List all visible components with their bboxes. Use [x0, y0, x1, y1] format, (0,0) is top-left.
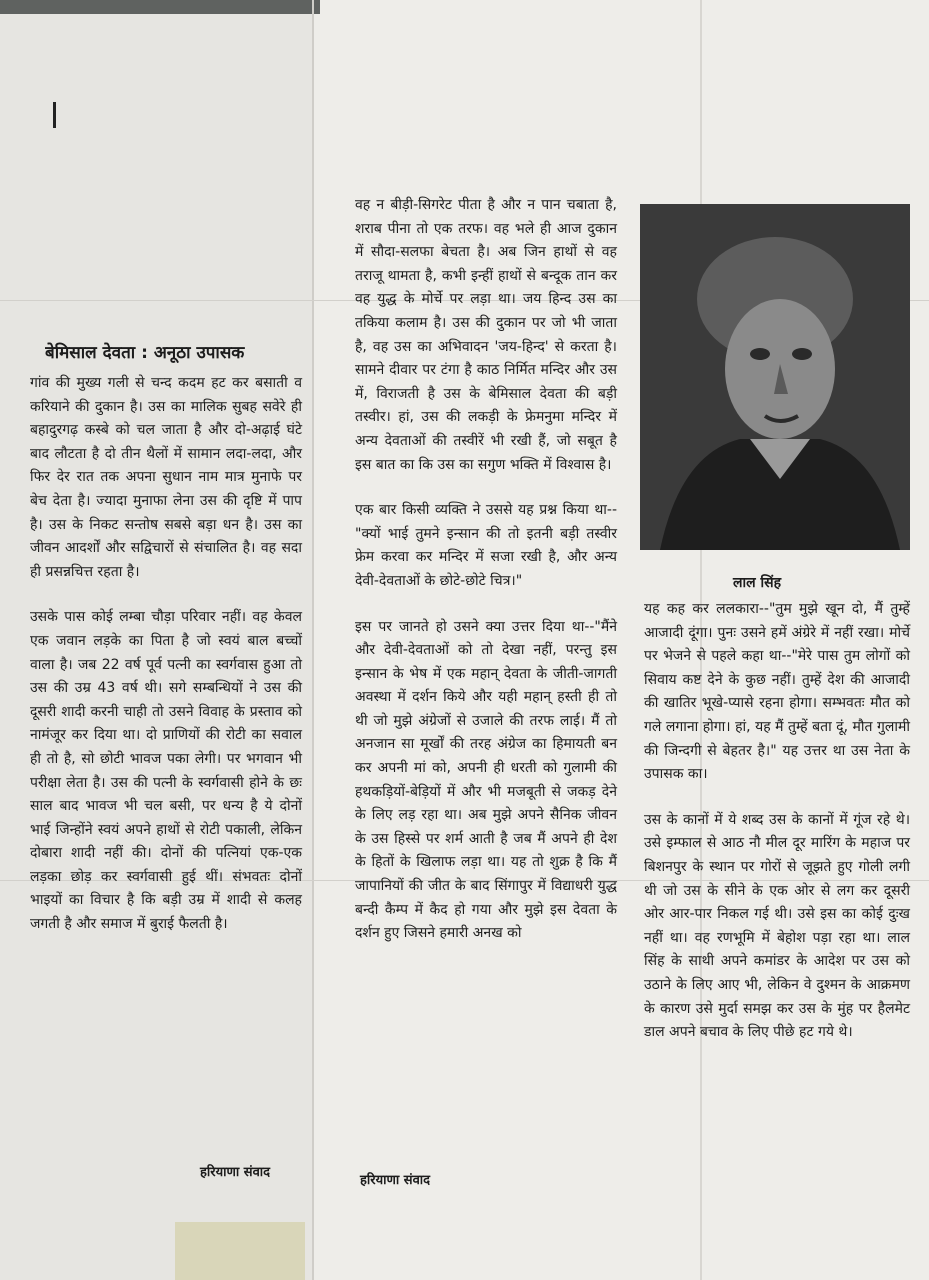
page-fold	[312, 0, 314, 1280]
paragraph: उस के कानों में ये शब्द उस के कानों में गूंज रहे थे। उसे इम्फाल से आठ नौ मील दूर मारिंग के महाज पर बिशनपुर के स्थान पर गोरों से जूझते हुए गोली लगी थी जो उस के सीने के एक ओर से लग कर दूसरी ओर आर-पार निकल गई थी। उसे इस का कोई दुःख नहीं था। वह रणभूमि में बेहोश पड़ा रहा था। लाल सिंह के साथी अपने कमांडर के आदेश पर उस को उठाने के लिए आए भी, लेकिन वे दुश्मन के आक्रमण के कारण उसे मुर्दा समझ कर उस के मुंह पर हैलमेट डाल अपने बचाव के लिए पीछे हट गये थे।	[644, 811, 910, 1041]
byline: हरियाणा संवाद	[200, 1165, 271, 1180]
paragraph: यह कह कर ललकारा--"तुम मुझे खून दो, मैं तुम्हें आजादी दूंगा। पुनः उसने हमें अंग्रेरे में नहीं रखा। मोर्चे पर भेजने से पहले कहा था--"मेरे पास तुम लोगों को सिवाय कष्ट देने के कुछ नहीं। तुम्हें देश की आजादी की खातिर भूखे-प्यासे रहना होगा। सम्भवतः मौत को गले लगाना होगा। हां, यह मैं तुम्हें बता दूं, मौत गुलामी की जिन्दगी से बेहतर है।" यह उत्तर था उस नेता के उपासक का।	[644, 601, 910, 783]
photo-caption: लाल सिंह	[733, 575, 782, 591]
byline: हरियाणा संवाद	[360, 1173, 431, 1188]
paragraph: गांव की मुख्य गली से चन्द कदम हट कर बसाती व करियाने की दुकान है। उस का मालिक सुबह सवेरे ही बहादुरगढ़ कस्बे को चल जाता है और दो-अढ़ाई घंटे बाद लौटता है दो तीन थैलों में सामान लदा-लदा, और फिर देर रात तक अपना सुधान नाम मात्र मुनाफे पर बेच देता है। ज्यादा मुनाफा लेना उस की दृष्टि में पाप है। उस के निकट सन्तोष सबसे बड़ा धन है। उस का जीवन आदर्शों और सद्विचारों से संचालित है। वह सदा ही प्रसन्नचित्त रहता है।	[30, 375, 302, 580]
paragraph: वह न बीड़ी-सिगरेट पीता है और न पान चबाता है, शराब पीना तो एक तरफ। वह भले ही आज दुकान में सौदा-सलफा बेचता है। अब जिन हाथों से वह तराजू थामता है, कभी इन्हीं हाथों से बन्दूक तान कर वह युद्ध के मोर्चे पर लड़ा था। जय हिन्द उस का तकिया कलाम है। उस की दुकान पर जो भी जाता है, वह उस का अभिवादन 'जय-हिन्द' से करता है। सामने दीवार पर टंगा है काठ निर्मित मन्दिर और उस में, विराजती है उस के बेमिसाल देवता की बड़ी तस्वीर। हां, उस की लकड़ी के फ्रेमनुमा मन्दिर में अन्य देवताओं की तस्वीरें भी रखी हैं, जो सबूत है इस बात का कि उस का सगुण भक्ति में विश्वास है।	[355, 197, 617, 473]
article-headline: बेमिसाल देवता : अनूठा उपासक	[45, 343, 245, 363]
paper-stain	[175, 1222, 305, 1280]
paragraph: इस पर जानते हो उसने क्या उत्तर दिया था--"मैंने और देवी-देवताओं को तो देखा नहीं, परन्तु इस इन्सान के भेष में एक महान् देवता के जीती-जागती अवस्था में दर्शन किये और यही महान् हस्ती ही तो थी जो मुझे अंग्रेजों से उजाले की तरफ लाई। मैं तो अनजान सा मूर्खों की तरह अंग्रेज का हिमायती बन कर अपनी मां को, अपनी ही धरती को गुलामी की हथकड़ियों-बेड़ियों में और भी मजबूती से जकड़ देने के लिए लड़ रहा था। अब मुझे अपने सैनिक जीवन के उस हिस्से पर शर्म आती है जब मैं अपने ही देश के हितों के खिलाफ लड़ा था। यह तो शुक्र है कि मैं जापानियों की जीत के बाद सिंगापुर में विद्याधरी युद्ध बन्दी कैम्प में कैद हो गया और मुझे इस देवता के दर्शन हुए जिसने हमारी अनख को	[355, 618, 617, 942]
portrait-image	[640, 204, 910, 550]
torn-edge	[0, 0, 320, 14]
paragraph: उसके पास कोई लम्बा चौड़ा परिवार नहीं। वह केवल एक जवान लड़के का पिता है जो स्वयं बाल बच्चों वाला है। जब 22 वर्ष पूर्व पत्नी का स्वर्गवास हुआ तो उस की उम्र 43 वर्ष थी। सगे सम्बन्धियों ने उस की दूसरी शादी करनी चाही तो उसने विवाह के प्रस्ताव को नामंजूर कर दिया था। दो प्राणियों की रोटी का सवाल ही तो है, सो छोटी भावज पका लेगी। पर भगवान भी परीक्षा लेता है। उस की पत्नी के स्वर्गवासी होने के छः साल बाद भावज भी चल बसी, पर धन्य है ये दोनों भाई जिन्होंने स्वयं अपने हाथों से रोटी पकाली, लेकिन दोबारा शादी नहीं की। दोनों की पत्नियां एक-एक लड़का छोड़ कर स्वर्गवासी हुई थीं। संभवतः दोनों भाइयों का विचार है कि बड़ी उम्र में शादी से कलह जगती है और समाज में बुराई फैलती है।	[30, 609, 302, 933]
middle-column	[355, 194, 617, 946]
paragraph: एक बार किसी व्यक्ति ने उससे यह प्रश्न किया था--"क्यों भाई तुमने इन्सान की तो इतनी बड़ी तस्वीर फ्रेम करवा कर मन्दिर में सजा रखी है, और अन्य देवी-देवताओं के छोटे-छोटे चित्र।"	[355, 502, 617, 589]
right-column	[644, 598, 910, 1045]
left-column	[30, 372, 302, 937]
margin-mark	[53, 102, 56, 128]
portrait-photo	[640, 204, 910, 550]
